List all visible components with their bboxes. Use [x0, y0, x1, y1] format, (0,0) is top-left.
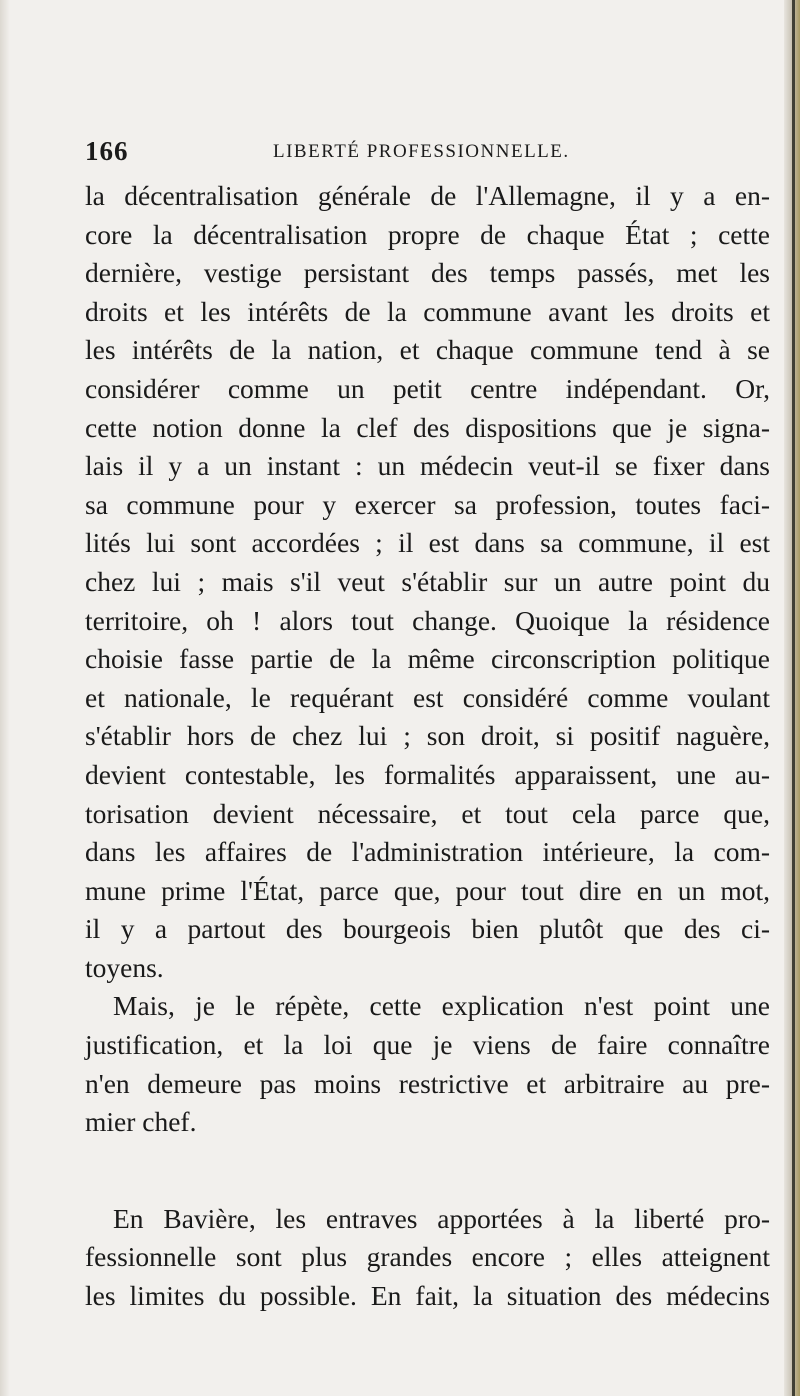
text-line: dans les affaires de l'administration intérieure, la com- [85, 836, 770, 868]
text-line: chez lui ; mais s'il veut s'établir sur un autre point du [85, 565, 770, 597]
text-line: il y a partout des bourgeois bien plutôt que des ci- [85, 913, 770, 945]
text-line: choisie fasse partie de la même circonscription politique [85, 643, 770, 675]
section-gap [85, 1142, 770, 1200]
text-line: les intérêts de la nation, et chaque commune tend à se [85, 334, 770, 366]
text-line: justification, et la loi que je viens de faire connaître [85, 1029, 770, 1061]
text-line: En Bavière, les entraves apportées à la liberté pro- [113, 1202, 770, 1234]
text-line: droits et les intérêts de la commune avant les droits et [85, 295, 770, 327]
text-line: mier chef. [85, 1106, 197, 1138]
text-line: les limites du possible. En fait, la situation des médecins [85, 1280, 770, 1312]
page-gutter-shadow [0, 0, 10, 1396]
text-line: territoire, oh ! alors tout change. Quoique la résidence [85, 604, 770, 636]
text-line: mune prime l'État, parce que, pour tout dire en un mot, [85, 874, 770, 906]
text-line: lités lui sont accordées ; il est dans sa commune, il est [85, 527, 770, 559]
text-line: et nationale, le requérant est considéré comme voulant [85, 681, 770, 713]
text-line: n'en demeure pas moins restrictive et arbitraire au pre- [85, 1067, 770, 1099]
text-line: fessionnelle sont plus grandes encore ; elles atteignent [85, 1241, 770, 1273]
paragraph-3 [85, 1200, 770, 1316]
text-line: Mais, je le répète, cette explication n'est point une [113, 990, 770, 1022]
page-number: 166 [85, 136, 129, 166]
text-line: considérer comme un petit centre indépendant. Or, [85, 372, 770, 404]
paragraph-1 [85, 177, 770, 987]
page-edge-line [792, 0, 795, 1396]
running-head: LIBERTÉ PROFESSIONNELLE. [273, 141, 570, 162]
body-text [85, 177, 770, 1316]
text-line: core la décentralisation propre de chaque État ; cette [85, 218, 770, 250]
text-line: devient contestable, les formalités apparaissent, une au- [85, 758, 770, 790]
text-line: la décentralisation générale de l'Allemagne, il y a en- [85, 180, 770, 211]
text-line: toyens. [85, 951, 164, 983]
text-line: torisation devient nécessaire, et tout cela parce que, [85, 797, 770, 829]
text-line: sa commune pour y exercer sa profession, toutes faci- [85, 488, 770, 520]
page-header [85, 136, 775, 176]
paragraph-2 [85, 987, 770, 1141]
text-line: s'établir hors de chez lui ; son droit, si positif naguère, [85, 720, 770, 752]
text-line: dernière, vestige persistant des temps passés, met les [85, 257, 770, 289]
text-line: lais il y a un instant : un médecin veut-il se fixer dans [85, 450, 770, 482]
text-line: cette notion donne la clef des dispositions que je signa- [85, 411, 770, 443]
